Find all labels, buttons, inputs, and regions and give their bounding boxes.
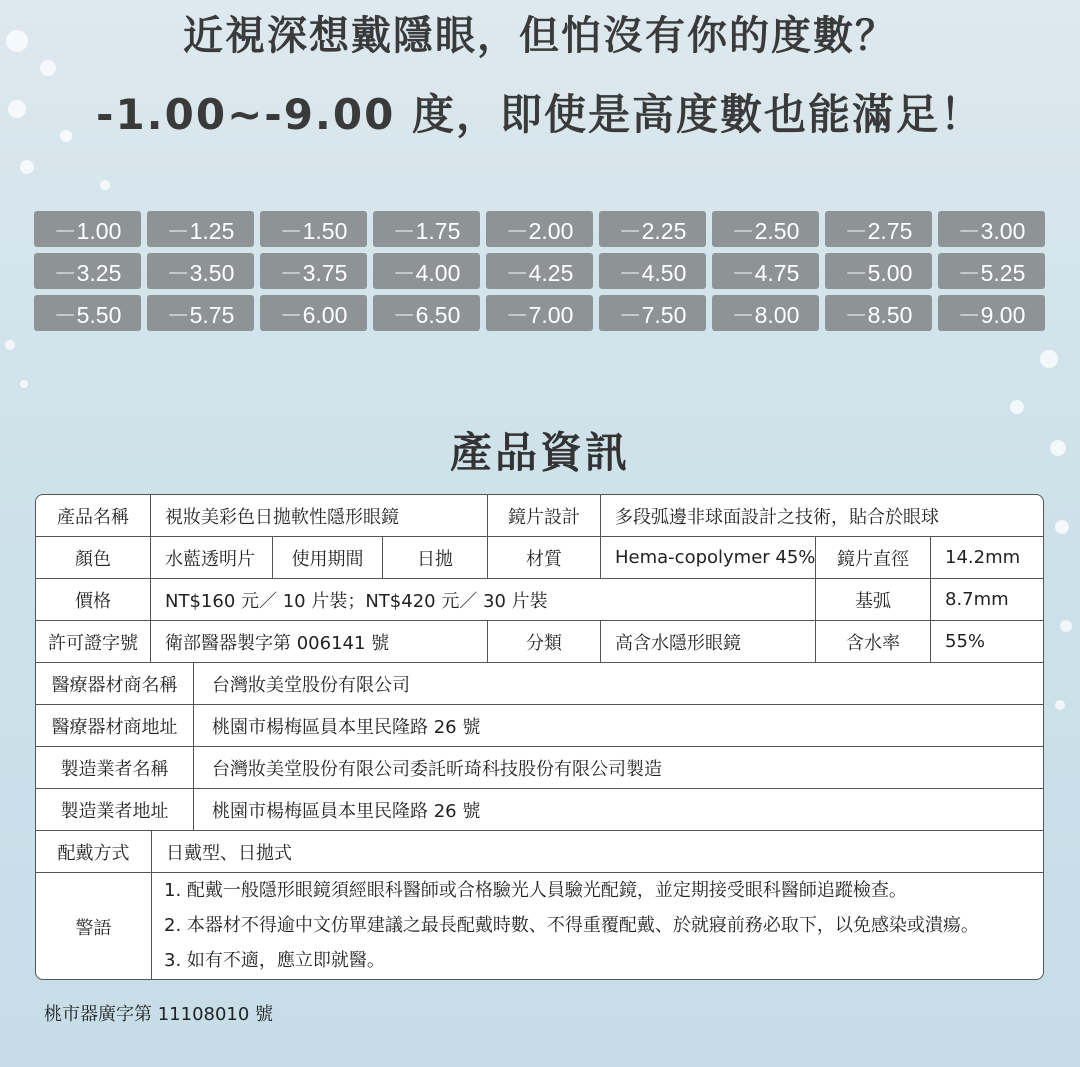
section-title: 產品資訊 <box>449 428 630 477</box>
wear-value: 日戴型、日拋式 <box>152 831 1044 873</box>
power-chip: －4.50 <box>599 253 706 289</box>
category-value: 高含水隱形眼鏡 <box>601 621 816 663</box>
power-chip: －2.50 <box>712 211 819 247</box>
category-label: 分類 <box>488 621 601 663</box>
power-chip: －3.00 <box>938 211 1045 247</box>
warning-item: 3. 如有不適，應立即就醫。 <box>164 950 385 971</box>
product-name-value: 視妝美彩色日拋軟性隱形眼鏡 <box>151 495 488 537</box>
lens-design-value: 多段弧邊非球面設計之技術，貼合於眼球 <box>601 495 1044 537</box>
headline-line-2: -1.00~-9.00 度，即使是高度數也能滿足！ <box>96 90 984 139</box>
headline-line-1: 近視深想戴隱眼，但怕沒有你的度數？ <box>183 13 897 59</box>
power-chip: －5.50 <box>34 295 141 331</box>
maker-name-label: 製造業者名稱 <box>36 747 194 789</box>
power-chip: －2.00 <box>486 211 593 247</box>
warning-list <box>152 873 1042 978</box>
color-label: 顏色 <box>36 537 151 579</box>
power-chip: －1.75 <box>373 211 480 247</box>
power-chip: －6.50 <box>373 295 480 331</box>
power-chip: －3.75 <box>260 253 367 289</box>
vendor-name-value: 台灣妝美堂股份有限公司 <box>194 663 1044 705</box>
power-chip: －5.25 <box>938 253 1045 289</box>
price-label: 價格 <box>36 579 151 621</box>
diameter-value: 14.2mm <box>931 537 1044 579</box>
power-chip: －2.75 <box>825 211 932 247</box>
maker-address-label: 製造業者地址 <box>36 789 194 831</box>
warning-item: 1. 配戴一般隱形眼鏡須經眼科醫師或合格驗光人員驗光配鏡，並定期接受眼科醫師追蹤檢查。 <box>164 880 907 901</box>
product-name-label: 產品名稱 <box>36 495 151 537</box>
power-chip: －4.00 <box>373 253 480 289</box>
vendor-address-value: 桃園市楊梅區員本里民隆路 26 號 <box>194 705 1044 747</box>
power-chip: －3.25 <box>34 253 141 289</box>
ad-license-number: 桃市器廣字第 11108010 號 <box>44 1004 274 1025</box>
power-chip: －5.00 <box>825 253 932 289</box>
lens-design-label: 鏡片設計 <box>488 495 601 537</box>
power-chip: －2.25 <box>599 211 706 247</box>
power-chip: －7.50 <box>599 295 706 331</box>
power-chip: －3.50 <box>147 253 254 289</box>
price-value: NT$160 元／ 10 片裝；NT$420 元／ 30 片裝 <box>151 579 816 621</box>
power-chip: －8.50 <box>825 295 932 331</box>
license-label: 許可證字號 <box>36 621 151 663</box>
material-label: 材質 <box>488 537 601 579</box>
warning-label: 警語 <box>36 873 152 980</box>
period-label: 使用期間 <box>273 537 383 579</box>
material-value: Hema-copolymer 45% <box>601 537 816 579</box>
wear-label: 配戴方式 <box>36 831 152 873</box>
power-chip: －4.75 <box>712 253 819 289</box>
power-chip: －1.25 <box>147 211 254 247</box>
power-chip: －7.00 <box>486 295 593 331</box>
maker-address-value: 桃園市楊梅區員本里民隆路 26 號 <box>194 789 1044 831</box>
vendor-address-label: 醫療器材商地址 <box>36 705 194 747</box>
diameter-label: 鏡片直徑 <box>816 537 931 579</box>
base-curve-label: 基弧 <box>816 579 931 621</box>
vendor-name-label: 醫療器材商名稱 <box>36 663 194 705</box>
license-value: 衛部醫器製字第 006141 號 <box>151 621 488 663</box>
color-value: 水藍透明片 <box>151 537 273 579</box>
water-value: 55% <box>931 621 1044 663</box>
maker-name-value: 台灣妝美堂股份有限公司委託昕琦科技股份有限公司製造 <box>194 747 1044 789</box>
power-chip: －6.00 <box>260 295 367 331</box>
base-curve-value: 8.7mm <box>931 579 1044 621</box>
period-value: 日拋 <box>383 537 488 579</box>
water-label: 含水率 <box>816 621 931 663</box>
power-chip: －1.50 <box>260 211 367 247</box>
product-info-table <box>35 494 1044 980</box>
power-chip: －1.00 <box>34 211 141 247</box>
warning-item: 2. 本器材不得逾中文仿單建議之最長配戴時數、不得重覆配戴、於就寢前務必取下，以免感染或潰瘍。 <box>164 915 979 936</box>
power-grid <box>34 211 1046 331</box>
power-chip: －4.25 <box>486 253 593 289</box>
power-chip: －8.00 <box>712 295 819 331</box>
power-chip: －9.00 <box>938 295 1045 331</box>
power-chip: －5.75 <box>147 295 254 331</box>
